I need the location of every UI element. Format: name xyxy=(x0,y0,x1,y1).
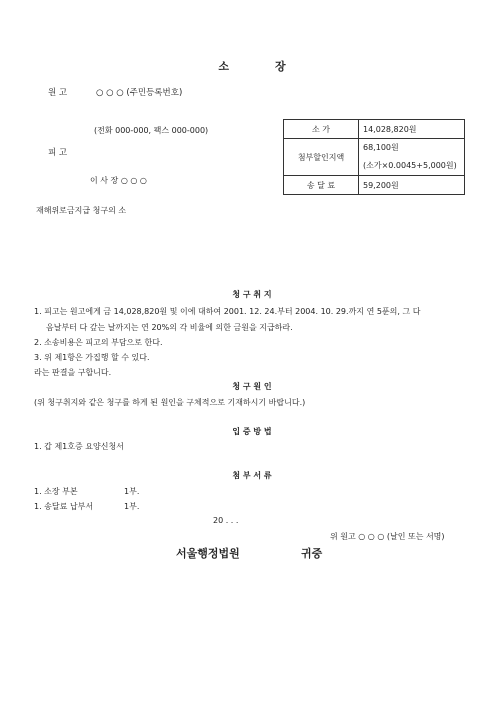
claim-purpose-line: 음날부터 다 갚는 날까지는 연 20%의 각 비율에 의한 금원을 지급하라. xyxy=(46,323,293,332)
attachments-heading: 첨 부 서 류 xyxy=(232,471,272,480)
evidence-item: 1. 갑 제1호증 요양신청서 xyxy=(34,442,124,451)
attachment-count: 1부. xyxy=(124,487,140,496)
claim-purpose-line: 2. 소송비용은 피고의 부담으로 한다. xyxy=(34,338,163,347)
fee-note: (소가×0.0045+5,000원) xyxy=(363,161,457,170)
fee-label: 첨부할인지액 xyxy=(284,139,359,176)
fee-value: 59,200원 xyxy=(359,176,465,195)
claim-purpose-heading: 청 구 취 지 xyxy=(232,290,272,299)
plaintiff-name: ○ ○ ○ (주민등록번호) xyxy=(96,88,183,98)
claim-purpose-line: 라는 판결을 구합니다. xyxy=(34,368,112,377)
evidence-heading: 입 증 방 법 xyxy=(232,427,272,436)
fee-value-cell xyxy=(359,139,465,176)
defendant-label: 피 고 xyxy=(48,148,68,158)
court-suffix: 귀중 xyxy=(301,547,323,560)
attachment-name: 1. 송달료 납부서 xyxy=(34,502,94,511)
fee-label: 송 달 료 xyxy=(284,176,359,195)
signature-line: 위 원고 ○ ○ ○ (날인 또는 서명) xyxy=(330,532,445,541)
date-line: 20 . . . xyxy=(213,516,239,525)
fee-value: 14,028,820원 xyxy=(359,120,465,139)
attachment-count: 1부. xyxy=(124,502,140,511)
document-title: 소 장 xyxy=(218,60,286,73)
case-name: 재해위로금지급 청구의 소 xyxy=(36,206,127,215)
fee-row xyxy=(284,120,465,139)
attachment-name: 1. 소장 부본 xyxy=(34,487,78,496)
fee-value: 68,100원 xyxy=(363,143,399,152)
plaintiff-label: 원 고 xyxy=(48,88,68,98)
court-name: 서울행정법원 xyxy=(176,547,240,560)
fee-row xyxy=(284,176,465,195)
defendant-representative: 이 사 장 ○ ○ ○ xyxy=(90,176,147,185)
fee-label: 소 가 xyxy=(284,120,359,139)
claim-cause-text: (위 청구취지와 같은 청구를 하게 된 원인을 구체적으로 기재하시기 바랍니다.) xyxy=(34,398,306,407)
fee-table xyxy=(283,119,465,195)
claim-purpose-line: 3. 위 제1항은 가집행 할 수 있다. xyxy=(34,353,150,362)
claim-purpose-line: 1. 피고는 원고에게 금 14,028,820원 및 이에 대하여 2001. 12. 24.부터 2004. 10. 29.까지 연 5푼의, 그 다 xyxy=(34,307,421,316)
fee-row xyxy=(284,139,465,176)
plaintiff-contact: (전화 000-000, 팩스 000-000) xyxy=(94,126,209,135)
claim-cause-heading: 청 구 원 인 xyxy=(232,382,272,391)
